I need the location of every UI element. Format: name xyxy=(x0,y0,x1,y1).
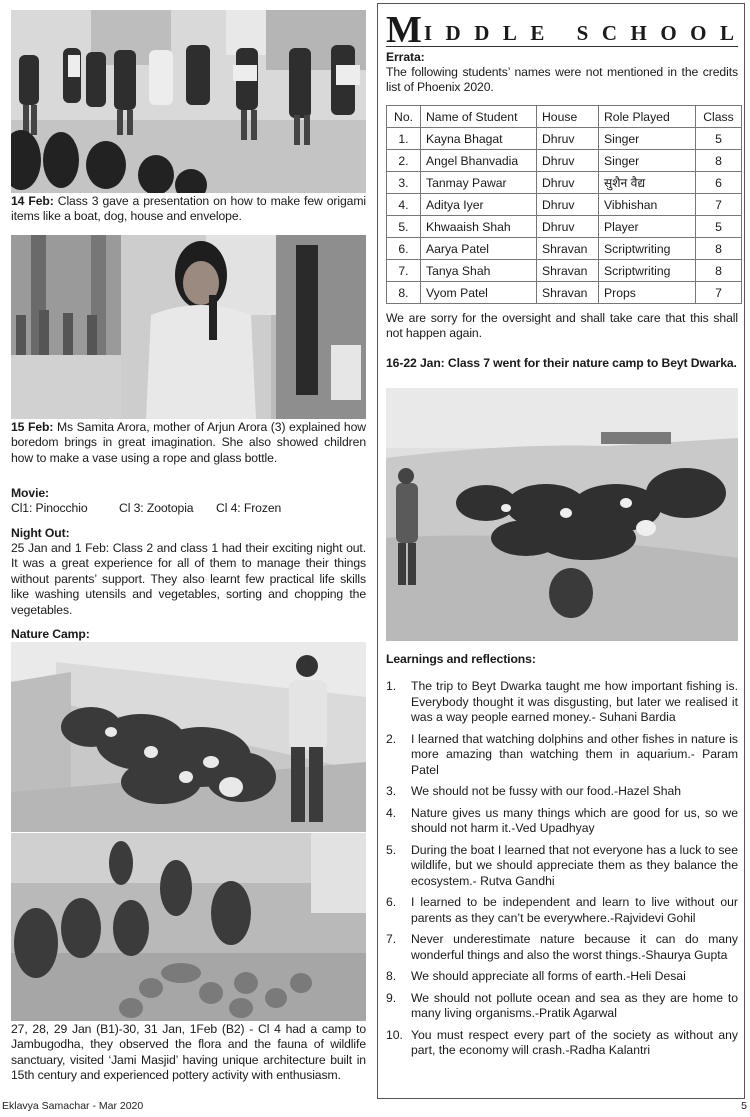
col-header-house: House xyxy=(537,106,599,128)
movie-item: Cl1: Pinocchio xyxy=(11,501,88,515)
movie-heading: Movie: xyxy=(11,486,49,500)
footer-publication: Eklavya Samachar - Mar 2020 xyxy=(2,1100,144,1112)
cell-no: 4. xyxy=(387,194,421,216)
list-item xyxy=(386,679,738,726)
apology-text: We are sorry for the oversight and shall take care that this shall not happen again. xyxy=(386,311,738,341)
errata-heading: Errata: xyxy=(386,50,425,64)
cell-student-name: Vyom Patel xyxy=(421,282,537,304)
cell-student-name: Tanya Shah xyxy=(421,260,537,282)
list-item-text: During the boat I learned that not everyone has a luck to see wildlife, but we should appreciate them as they balance the ecosystem.- Rutva Gandhi xyxy=(411,842,738,888)
errata-text: The following students’ names were not mentioned in the credits list of Phoenix 2020. xyxy=(386,65,738,95)
masthead-initial: M xyxy=(386,9,422,51)
col-header-role: Role Played xyxy=(599,106,696,128)
cell-house: Dhruv xyxy=(537,194,599,216)
list-item xyxy=(386,969,738,985)
caption-date: 15 Feb: xyxy=(11,420,54,434)
col-header-no: No. xyxy=(387,106,421,128)
cell-no: 3. xyxy=(387,172,421,194)
list-item-number: 9. xyxy=(386,990,397,1005)
cell-class: 5 xyxy=(696,128,742,150)
cell-class: 8 xyxy=(696,150,742,172)
beyt-dwarka-heading: 16-22 Jan: Class 7 went for their nature camp to Beyt Dwarka. xyxy=(386,356,737,370)
night-out-text: 25 Jan and 1 Feb: Class 2 and class 1 had their exciting night out. It was a great experience for all of them to manage their things without parents’ support. They also learnt few practical life skills like washing utensils and vegetables, sorting and chopping the vegetables. xyxy=(11,541,366,617)
nature-camp-heading: Nature Camp: xyxy=(11,627,90,641)
movie-list xyxy=(11,501,366,516)
table-header-row xyxy=(387,106,742,128)
caption-text: Ms Samita Arora, mother of Arjun Arora (3) explained how boredom brings in great imagination. She also showed children how to make a vase using a rope and glass bottle. xyxy=(11,420,366,465)
list-item xyxy=(386,784,738,800)
list-item xyxy=(386,843,738,890)
list-item-number: 8. xyxy=(386,969,397,983)
list-item xyxy=(386,806,738,837)
cell-student-name: Tanmay Pawar xyxy=(421,172,537,194)
movie-item: Cl 4: Frozen xyxy=(216,501,282,515)
cell-class: 8 xyxy=(696,260,742,282)
cell-house: Dhruv xyxy=(537,216,599,238)
cell-role: Player xyxy=(599,216,696,238)
list-item-number: 4. xyxy=(386,805,397,820)
table-row xyxy=(387,172,742,194)
credits-table-body xyxy=(387,128,742,304)
left-column xyxy=(8,8,368,1098)
photo-pottery-activity xyxy=(11,833,366,1021)
cell-student-name: Khwaaish Shah xyxy=(421,216,537,238)
list-item-number: 3. xyxy=(386,784,397,798)
cell-house: Shravan xyxy=(537,282,599,304)
cell-class: 7 xyxy=(696,194,742,216)
photo-beyt-dwarka-camp xyxy=(386,388,738,641)
cell-house: Dhruv xyxy=(537,128,599,150)
cell-no: 7. xyxy=(387,260,421,282)
cell-no: 8. xyxy=(387,282,421,304)
photo-nature-camp-group xyxy=(11,642,366,832)
cell-no: 6. xyxy=(387,238,421,260)
masthead-title: IDDLE SCHOOL xyxy=(423,21,748,45)
table-row xyxy=(387,216,742,238)
right-column xyxy=(377,3,748,1099)
list-item-text: We should not pollute ocean and sea as they are home to many living organisms.-Pratik Agarwal xyxy=(411,990,738,1020)
photo-origami-caption xyxy=(11,194,366,225)
table-row xyxy=(387,150,742,172)
caption-text: Class 3 gave a presentation on how to make few origami items like a boat, dog, house and envelope. xyxy=(11,194,367,224)
learnings-list xyxy=(386,679,738,1065)
movie-item: Cl 3: Zootopia xyxy=(119,501,194,515)
photo-guest-speaker xyxy=(11,235,366,419)
photo-origami-presentation xyxy=(11,10,366,193)
cell-house: Dhruv xyxy=(537,150,599,172)
cell-student-name: Aditya Iyer xyxy=(421,194,537,216)
cell-role: Singer xyxy=(599,150,696,172)
section-masthead xyxy=(386,9,748,51)
night-out-heading: Night Out: xyxy=(11,526,70,540)
footer-page-number: 5 xyxy=(741,1100,747,1112)
cell-role: सुशैन वैद्य xyxy=(599,172,696,194)
caption-date: 14 Feb: xyxy=(11,194,54,208)
col-header-name: Name of Student xyxy=(421,106,537,128)
list-item-text: Never underestimate nature because it can do many wonderful things and also the worst things.-Shaurya Gupta xyxy=(411,932,738,962)
table-row xyxy=(387,194,742,216)
cell-class: 8 xyxy=(696,238,742,260)
list-item-text: Nature gives us many things which are good for us, so we should not harm it.-Ved Upadhyay xyxy=(411,805,738,835)
list-item-text: You must respect every part of the society as without any part, the economy will crash.-Radha Kalantri xyxy=(411,1027,738,1057)
cell-no: 5. xyxy=(387,216,421,238)
list-item-number: 5. xyxy=(386,842,397,857)
table-row xyxy=(387,282,742,304)
cell-house: Dhruv xyxy=(537,172,599,194)
cell-no: 1. xyxy=(387,128,421,150)
cell-class: 6 xyxy=(696,172,742,194)
cell-role: Scriptwriting xyxy=(599,260,696,282)
list-item-number: 10. xyxy=(386,1027,403,1042)
cell-house: Shravan xyxy=(537,260,599,282)
col-header-class: Class xyxy=(696,106,742,128)
cell-student-name: Kayna Bhagat xyxy=(421,128,537,150)
list-item-text: I learned that watching dolphins and other fishes in nature is more amazing than watching them in aquarium.- Param Patel xyxy=(411,731,738,777)
cell-role: Vibhishan xyxy=(599,194,696,216)
list-item xyxy=(386,932,738,963)
cell-no: 2. xyxy=(387,150,421,172)
cell-role: Singer xyxy=(599,128,696,150)
list-item-number: 7. xyxy=(386,932,397,946)
cell-role: Scriptwriting xyxy=(599,238,696,260)
list-item xyxy=(386,732,738,779)
list-item xyxy=(386,1028,738,1059)
credits-table xyxy=(386,105,742,304)
list-item-text: I learned to be independent and learn to live without our parents as they can’t be everywhere.-Rajvidevi Gohil xyxy=(411,895,738,925)
cell-class: 5 xyxy=(696,216,742,238)
table-row xyxy=(387,238,742,260)
photo-guest-caption xyxy=(11,420,366,466)
cell-student-name: Aarya Patel xyxy=(421,238,537,260)
list-item-text: We should appreciate all forms of earth.-Heli Desai xyxy=(411,969,686,983)
cell-student-name: Angel Bhanvadia xyxy=(421,150,537,172)
list-item-text: The trip to Beyt Dwarka taught me how important fishing is. Everybody thought it was disgusting, but later we realised it was a way people earned money.- Suhani Bardia xyxy=(411,679,738,724)
list-item xyxy=(386,991,738,1022)
table-row xyxy=(387,128,742,150)
list-item-number: 6. xyxy=(386,895,397,909)
cell-class: 7 xyxy=(696,282,742,304)
list-item xyxy=(386,895,738,926)
table-row xyxy=(387,260,742,282)
list-item-number: 2. xyxy=(386,731,397,746)
cell-role: Props xyxy=(599,282,696,304)
nature-camp-text: 27, 28, 29 Jan (B1)-30, 31 Jan, 1Feb (B2) - Cl 4 had a camp to Jambugodha, they observed the flora and the fauna of wildlife sanctuary, visited ‘Jami Masjid’ having unique architecture built in 15th century and experienced pottery activity with enthusiasm. xyxy=(11,1022,366,1083)
learnings-heading: Learnings and reflections: xyxy=(386,652,536,666)
cell-house: Shravan xyxy=(537,238,599,260)
list-item-text: We should not be fussy with our food.-Hazel Shah xyxy=(411,784,682,798)
list-item-number: 1. xyxy=(386,679,397,693)
